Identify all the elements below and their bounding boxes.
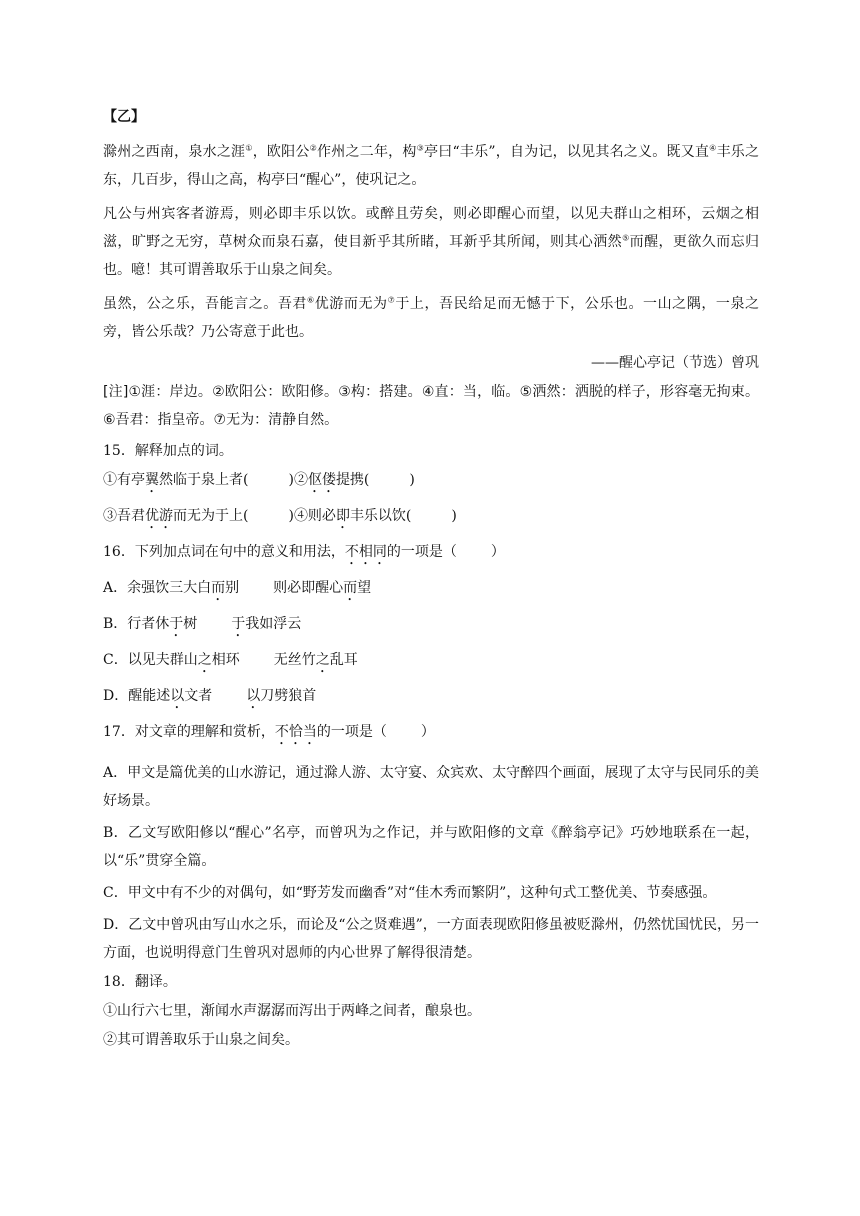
question-16-option-c: C．以见夫群山之相环 无丝竹之乱耳 <box>103 652 358 668</box>
passage-paragraph-3: 虽然，公之乐，吾能言之。吾君⑥优游而无为⑦于上，吾民给足而无憾于下，公乐也。一山之隅，一泉之旁，皆公乐哉？乃公寄意于此也。 <box>103 295 760 340</box>
footnote-marker-6: ⑥ <box>306 295 315 305</box>
footnote-marker-4: ④ <box>709 143 717 153</box>
question-17-option-b: B．乙文写欧阳修以“醒心”名亭，而曾巩为之作记，并与欧阳修的文章《醉翁亭记》巧妙地联系在一起，以“乐”贯穿全篇。 <box>103 825 759 869</box>
footnote-marker-3: ③ <box>416 143 425 153</box>
footnote-marker-1: ① <box>245 143 253 153</box>
question-15-row-2: ③吾君优游而无为于上( )④则必即丰乐以饮( ) <box>103 508 457 524</box>
footnote-marker-7: ⑦ <box>387 295 396 305</box>
question-18-sentence-2: ②其可谓善取乐于山泉之间矣。 <box>103 1032 299 1048</box>
question-17-option-c: C．甲文中有不少的对偶句，如“野芳发而幽香”对“佳木秀而繁阴”，这种句式工整优美、节奏感强。 <box>103 885 717 901</box>
passage-paragraph-2: 凡公与州宾客者游焉，则必即丰乐以饮。或醉且劳矣，则必即醒心而望，以见夫群山之相环，云烟之相滋，旷野之无穷，草树众而泉石嘉，使目新乎其所睹，耳新乎其所闻，则其心洒然⑤而醒，更欲久而忘归也。噫！其可谓善取乐于山泉之间矣。 <box>103 206 760 278</box>
question-16-option-a: A．余强饮三大白而别 则必即醒心而望 <box>103 580 372 596</box>
footnote-marker-5: ⑤ <box>622 233 630 243</box>
question-18-stem: 18．翻译。 <box>103 974 177 990</box>
footnote-marker-2: ② <box>309 143 318 153</box>
question-16-stem: 16．下列加点词在句中的意义和用法，不相同的一项是（ ） <box>103 544 505 560</box>
question-18-sentence-1: ①山行六七里，渐闻水声潺潺而泻出于两峰之间者，酿泉也。 <box>103 1003 481 1019</box>
footnotes: [注]①涯：岸边。②欧阳公：欧阳修。③构：搭建。④直：当，临。⑤洒然：洒脱的样子，形容毫无拘束。⑥吾君：指皇帝。⑦无为：清静自然。 <box>103 384 759 428</box>
passage-source: ——醒心亭记（节选）曾巩 <box>591 355 759 371</box>
document-content <box>103 108 759 1060</box>
question-17-option-d: D．乙文中曾巩由写山水之乐，而论及“公之贤难遇”，一方面表现欧阳修虽被贬滁州，仍然忧国忧民，另一方面，也说明得意门生曾巩对恩师的内心世界了解得很清楚。 <box>103 917 759 961</box>
question-15-stem: 15．解释加点的词。 <box>103 443 233 459</box>
question-16-option-b: B．行者休于树 于我如浮云 <box>103 616 302 632</box>
question-17-stem: 17．对文章的理解和赏析，不恰当的一项是（ ） <box>103 724 435 740</box>
question-17-option-a: A．甲文是篇优美的山水游记，通过滁人游、太守宴、众宾欢、太守醉四个画面，展现了太守与民同乐的美好场景。 <box>103 765 759 809</box>
question-15-row-1: ①有亭翼然临于泉上者( )②伛偻提携( ) <box>103 472 415 488</box>
question-16-option-d: D．醒能述以文者 以刀劈狼首 <box>103 688 317 704</box>
section-label: 【乙】 <box>103 109 145 125</box>
passage-paragraph-1: 滁州之西南，泉水之涯①，欧阳公②作州之二年，构③亭曰“丰乐”，自为记，以见其名之义。既又直④丰乐之东，几百步，得山之高，构亭曰“醒心”，使巩记之。 <box>103 143 760 188</box>
